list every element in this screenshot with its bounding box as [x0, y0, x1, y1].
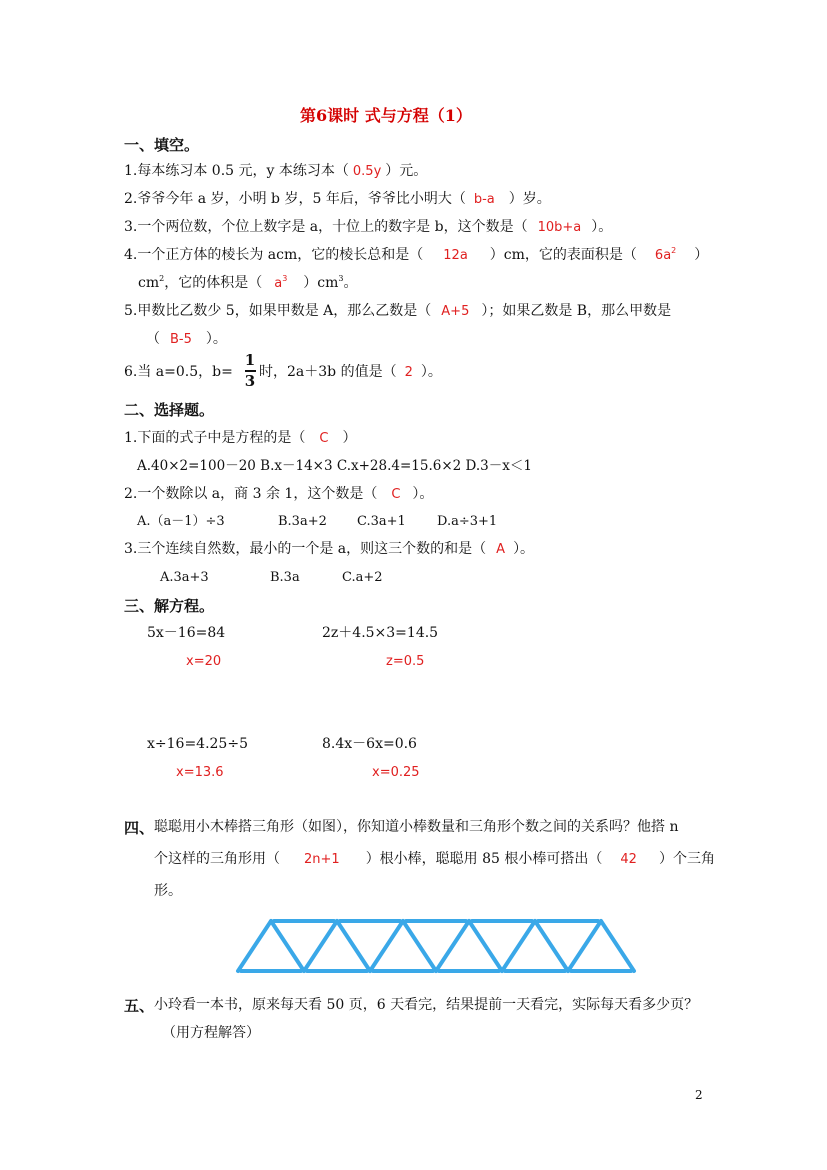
question-1-6-rest: 时，2a＋3b 的值是（ 2 ）。	[259, 364, 442, 380]
stick-diagonal	[535, 921, 568, 971]
question-2-2-option-d: D.a÷3+1	[437, 514, 498, 529]
question-text: 5.甲数比乙数少 5，如果甲数是 A，那么乙数是（	[124, 303, 432, 319]
question-2-2-option-a: A.（a－1）÷3	[137, 514, 225, 529]
stick-diagonal	[568, 921, 601, 971]
equation-1: 5x－16=84	[147, 625, 226, 641]
question-2-1: 1.下面的式子中是方程的是（ C ）	[124, 430, 357, 446]
equation-1-answer: x=20	[186, 654, 222, 669]
stick-diagonal	[403, 921, 436, 971]
equation-2: 2z＋4.5×3=14.5	[322, 625, 439, 641]
section-1-heading: 一、填空。	[124, 136, 200, 154]
answer: C	[391, 487, 401, 502]
fraction-denominator: 3	[244, 372, 256, 390]
question-2-3-option-b: B.3a	[270, 570, 300, 585]
page-number: 2	[695, 1088, 703, 1102]
answer: b-a	[473, 192, 495, 207]
answer: 10b+a	[537, 220, 582, 235]
section-3-heading: 三、解方程。	[124, 597, 215, 615]
question-text: 4.一个正方体的棱长为 acm，它的棱长总和是（	[124, 247, 424, 263]
question-text: ）岁。	[508, 191, 551, 207]
answer: B-5	[170, 332, 192, 347]
stick-diagonal	[469, 921, 502, 971]
stick-diagonal	[601, 921, 634, 971]
answer: C	[319, 431, 329, 446]
answer: $a^3$	[274, 274, 288, 291]
question-text: 1.每本练习本 0.5 元，y 本练习本（	[124, 163, 349, 179]
section-4-label: 四、	[124, 819, 155, 837]
question-text: 3.一个两位数，个位上数字是 a，十位上的数字是 b，这个数是（	[124, 219, 528, 235]
equation-3-answer: x=13.6	[176, 765, 224, 780]
answer: 42	[620, 852, 637, 867]
question-1-5-line2: （ B-5 ）。	[146, 331, 227, 347]
stick-diagonal	[304, 921, 337, 971]
question-2-3: 3.三个连续自然数，最小的一个是 a，则这三个数的和是（ A ）。	[124, 541, 535, 557]
stick-diagonal	[271, 921, 304, 971]
question-text: ）cm，它的表面积是（	[489, 247, 637, 263]
answer: 2n+1	[304, 852, 340, 867]
answer: $6a^2$	[654, 246, 677, 263]
page-title: 第6课时 式与方程（1）	[300, 106, 472, 125]
question-1-4-line2: $cm^2$，它的体积是（ $a^3$ ）$cm^3$。	[138, 274, 358, 291]
answer: 2	[404, 365, 413, 380]
fraction-numerator: 1	[244, 351, 256, 369]
stick-diagonal	[337, 921, 370, 971]
sticks-group	[238, 921, 634, 971]
answer: 12a	[443, 248, 468, 263]
question-text: 2.爷爷今年 a 岁，小明 b 岁，5 年后，爷爷比小明大（	[124, 191, 466, 207]
question-text: ）	[694, 247, 709, 263]
section-5-label: 五、	[124, 997, 155, 1015]
stick-diagonal	[502, 921, 535, 971]
equation-4: 8.4x－6x=0.6	[322, 736, 417, 752]
question-4-line1: 聪聪用小木棒搭三角形（如图），你知道小棒数量和三角形个数之间的关系吗？他搭 n	[154, 819, 679, 835]
equation-4-answer: x=0.25	[372, 765, 420, 780]
answer: 0.5y	[352, 164, 382, 179]
answer: A	[496, 542, 506, 557]
question-2-3-option-a: A.3a+3	[160, 570, 209, 585]
answer: A+5	[441, 304, 470, 319]
question-4-line2: 个这样的三角形用（ 2n+1 ）根小棒，聪聪用 85 根小棒可搭出（ 42 ）个三角	[154, 851, 715, 867]
stick-diagonal	[238, 921, 271, 971]
question-text: ）；如果乙数是 B，那么甲数是	[481, 303, 672, 319]
question-text: ）。	[591, 219, 613, 235]
stick-diagonal	[436, 921, 469, 971]
question-5-line2: （用方程解答）	[162, 1025, 260, 1041]
equation-2-answer: z=0.5	[386, 654, 425, 669]
question-2-3-option-c: C.a+2	[342, 570, 383, 585]
question-2-2-option-c: C.3a+1	[357, 514, 406, 529]
question-5-line1: 小玲看一本书，原来每天看 50 页，6 天看完，结果提前一天看完，实际每天看多少页？	[154, 997, 699, 1013]
question-2-2-option-b: B.3a+2	[278, 514, 327, 529]
question-text: ）元。	[385, 163, 428, 179]
question-text: 6.当 a=0.5，b=	[124, 364, 233, 380]
question-2-2: 2.一个数除以 a，商 3 余 1，这个数是（ C ）。	[124, 486, 434, 502]
question-2-1-options: A.40×2=100－20 B.x－14×3 C.x+28.4=15.6×2 D.3－x＜1	[137, 458, 532, 474]
section-2-heading: 二、选择题。	[124, 401, 215, 419]
equation-3: x÷16=4.25÷5	[147, 736, 248, 752]
stick-diagonal	[370, 921, 403, 971]
question-4-line3: 形。	[154, 883, 182, 899]
